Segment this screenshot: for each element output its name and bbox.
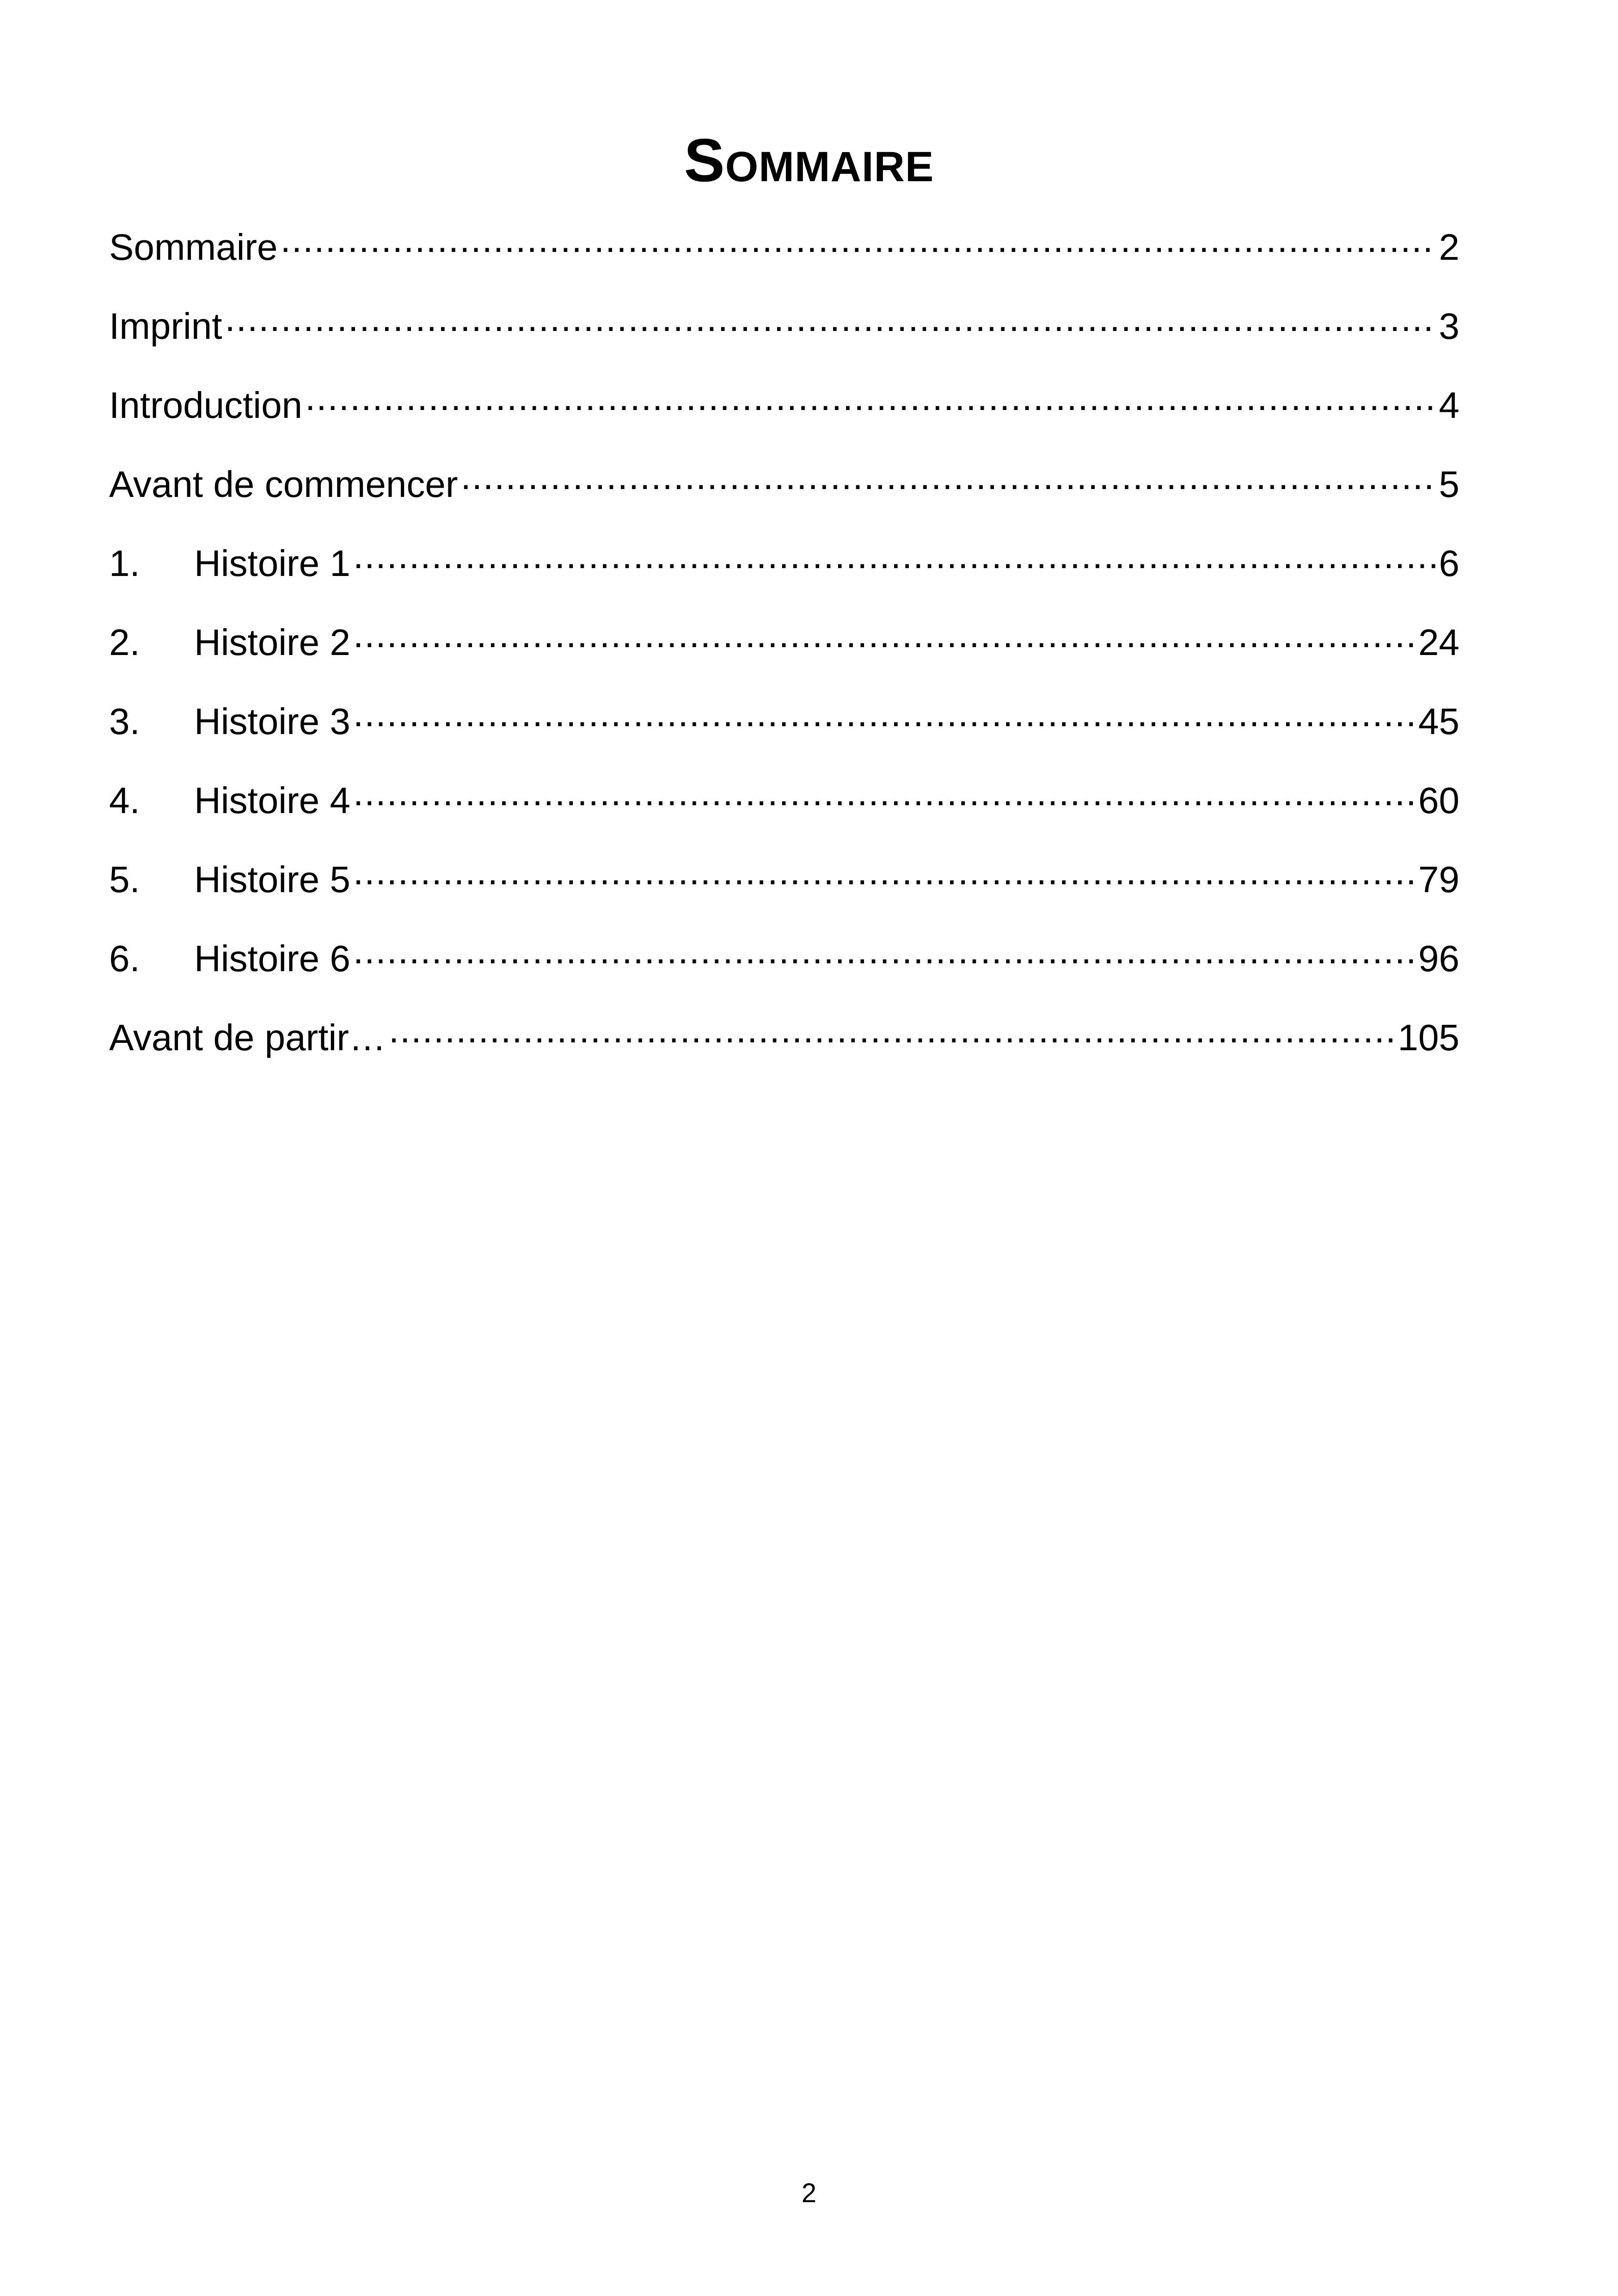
toc-entry-page: 45 bbox=[1418, 701, 1459, 742]
toc-entry-label: Histoire 3 bbox=[194, 701, 350, 742]
toc-entry-number: 5. bbox=[109, 859, 140, 900]
toc-entry-avant-de-partir[interactable] bbox=[109, 1003, 1459, 1082]
toc-entry-number: 4. bbox=[109, 780, 140, 821]
toc-entry-label: Histoire 4 bbox=[194, 780, 350, 821]
footer-page-number: 2 bbox=[801, 2178, 817, 2208]
toc-entry-number: 1. bbox=[109, 543, 140, 584]
toc-entry-label: Avant de commencer bbox=[109, 464, 458, 505]
toc-entry-imprint[interactable] bbox=[109, 292, 1459, 371]
toc-entry-label: Sommaire bbox=[109, 227, 278, 268]
toc-entry-label: Imprint bbox=[109, 306, 222, 347]
toc-dot-leader bbox=[353, 846, 1416, 892]
toc-entry-number: 6. bbox=[109, 938, 140, 979]
toc-entry-sommaire[interactable] bbox=[109, 213, 1459, 292]
toc-entry-label: Introduction bbox=[109, 385, 303, 426]
toc-entry-histoire-2[interactable] bbox=[109, 608, 1459, 687]
toc-entry-label: Histoire 5 bbox=[194, 859, 350, 900]
page-title: Sommaire bbox=[684, 126, 934, 194]
toc-dot-leader bbox=[353, 767, 1416, 813]
toc-dot-leader bbox=[389, 1004, 1395, 1050]
toc-entry-number: 2. bbox=[109, 622, 140, 663]
toc-entry-histoire-3[interactable] bbox=[109, 687, 1459, 766]
toc-entry-label: Avant de partir… bbox=[109, 1017, 386, 1058]
toc-dot-leader bbox=[353, 609, 1416, 655]
toc-entry-histoire-1[interactable] bbox=[109, 529, 1459, 608]
toc-entry-page: 24 bbox=[1418, 622, 1459, 663]
toc-entry-histoire-6[interactable] bbox=[109, 924, 1459, 1003]
toc-dot-leader bbox=[225, 293, 1436, 339]
toc-entry-histoire-4[interactable] bbox=[109, 766, 1459, 845]
toc-entry-page: 2 bbox=[1439, 227, 1459, 268]
table-of-contents bbox=[109, 213, 1459, 1082]
toc-dot-leader bbox=[305, 372, 1436, 418]
toc-entry-page: 3 bbox=[1439, 306, 1459, 347]
toc-entry-number: 3. bbox=[109, 701, 140, 742]
toc-entry-histoire-5[interactable] bbox=[109, 845, 1459, 924]
toc-entry-page: 6 bbox=[1439, 543, 1459, 584]
toc-entry-page: 5 bbox=[1439, 464, 1459, 505]
toc-dot-leader bbox=[353, 925, 1416, 971]
toc-entry-label: Histoire 1 bbox=[194, 543, 350, 584]
toc-entry-label: Histoire 6 bbox=[194, 938, 350, 979]
toc-entry-page: 4 bbox=[1439, 385, 1459, 426]
toc-entry-avant-de-commencer[interactable] bbox=[109, 450, 1459, 529]
toc-entry-page: 60 bbox=[1418, 780, 1459, 821]
toc-entry-page: 96 bbox=[1418, 938, 1459, 979]
toc-entry-page: 105 bbox=[1397, 1017, 1459, 1058]
toc-entry-page: 79 bbox=[1418, 859, 1459, 900]
toc-dot-leader bbox=[460, 451, 1436, 497]
toc-dot-leader bbox=[353, 530, 1436, 576]
toc-dot-leader bbox=[281, 214, 1436, 260]
toc-dot-leader bbox=[353, 688, 1416, 734]
toc-entry-introduction[interactable] bbox=[109, 371, 1459, 450]
toc-entry-label: Histoire 2 bbox=[194, 622, 350, 663]
